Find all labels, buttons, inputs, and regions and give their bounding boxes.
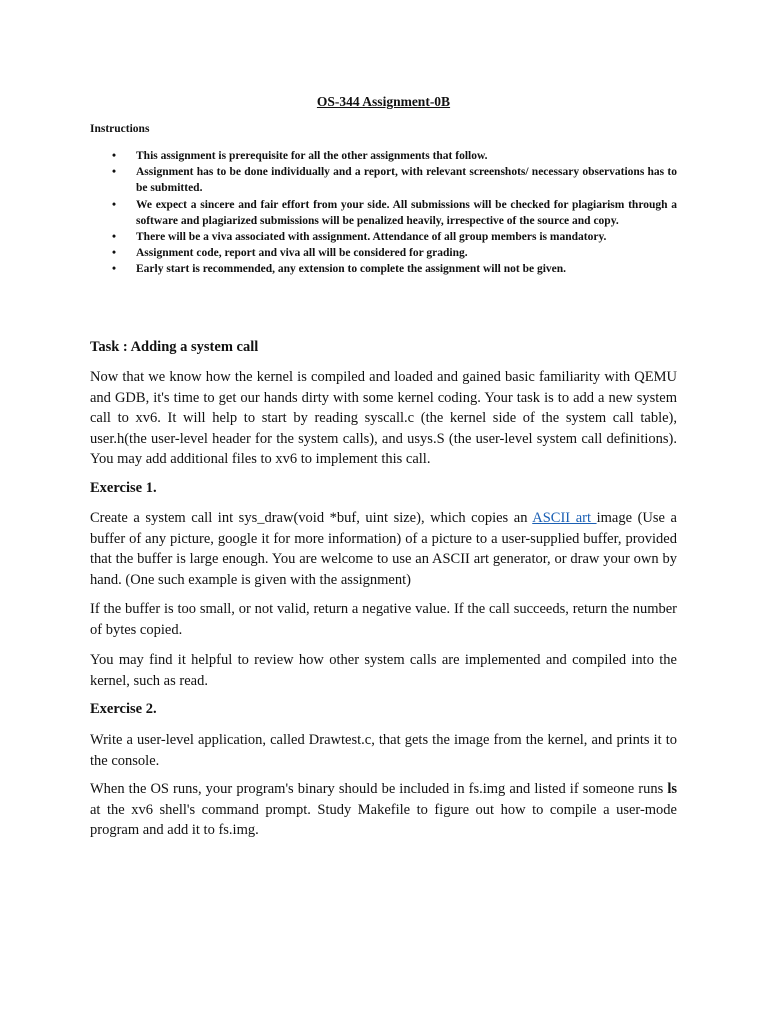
instruction-text: We expect a sincere and fair effort from your side. All submissions will be checked for plagiarism through a software and plagiarized submissions will be penalized heavily, irrespective of the source and copy. <box>136 198 677 227</box>
ascii-art-link[interactable]: ASCII art <box>532 510 597 526</box>
exercise2-text-after-bold: at the xv6 shell's command prompt. Study Makefile to figure out how to compile a user-mode program and add it to fs.img. <box>90 801 677 839</box>
instruction-item <box>90 229 677 245</box>
exercise1-text-after-link: image (Use a buffer of any picture, google it for more information) of a picture to a user-supplied buffer, provided that the buffer is large enough. You are welcome to use an ASCII art generator, or draw your own by hand. (One such example is given with the assignment) <box>90 510 677 588</box>
instructions-list <box>90 148 677 278</box>
instruction-text: Assignment has to be done individually and a report, with relevant screenshots/ necessary observations has to be submitted. <box>136 166 677 195</box>
exercise1-text-before-link: Create a system call int sys_draw(void *buf, uint size), which copies an <box>90 510 533 526</box>
bullet-icon: • <box>112 247 117 260</box>
bullet-icon: • <box>112 150 117 162</box>
exercise2-paragraph-2 <box>90 779 677 841</box>
instruction-text: Early start is recommended, any extension to complete the assignment will not be given. <box>136 263 567 276</box>
exercise1-paragraph-1 <box>90 508 677 590</box>
instruction-item <box>90 164 677 196</box>
exercise1-heading: Exercise 1. <box>90 480 157 496</box>
instruction-text: Assignment code, report and viva all will be considered for grading. <box>136 247 468 260</box>
instruction-text: This assignment is prerequisite for all the other assignments that follow. <box>136 150 488 162</box>
instructions-heading: Instructions <box>90 123 150 135</box>
exercise1-paragraph-3: You may find it helpful to review how other system calls are implemented and compiled into the kernel, such as read. <box>90 652 677 689</box>
bullet-icon: • <box>112 263 117 276</box>
task-paragraph: Now that we know how the kernel is compiled and loaded and gained basic familiarity with QEMU and GDB, it's time to get our hands dirty with some kernel coding. Your task is to add a new system call to xv6. It will help to start by reading syscall.c (the kernel side of the system call table), user.h(the user-level header for the system calls), and usys.S (the user-level system call definitions). You may add additional files to xv6 to implement this call. <box>90 369 677 468</box>
bullet-icon: • <box>112 231 117 244</box>
exercise2-paragraph-1: Write a user-level application, called Drawtest.c, that gets the image from the kernel, and prints it to the console. <box>90 732 677 769</box>
ls-command: ls <box>667 781 677 797</box>
exercise2-text-before-bold: When the OS runs, your program's binary should be included in fs.img and listed if someone runs <box>90 781 668 797</box>
instruction-item <box>90 197 677 229</box>
task-heading: Task : Adding a system call <box>90 339 259 355</box>
instruction-item <box>90 245 677 261</box>
instruction-text: There will be a viva associated with assignment. Attendance of all group members is mandatory. <box>136 231 607 244</box>
bullet-icon: • <box>112 166 117 179</box>
instruction-item <box>90 148 677 164</box>
exercise2-heading: Exercise 2. <box>90 701 157 717</box>
bullet-icon: • <box>112 198 117 211</box>
instruction-item <box>90 261 677 277</box>
exercise1-paragraph-2: If the buffer is too small, or not valid, return a negative value. If the call succeeds, return the number of bytes copied. <box>90 601 677 638</box>
document-title: OS-344 Assignment-0B <box>316 94 451 109</box>
